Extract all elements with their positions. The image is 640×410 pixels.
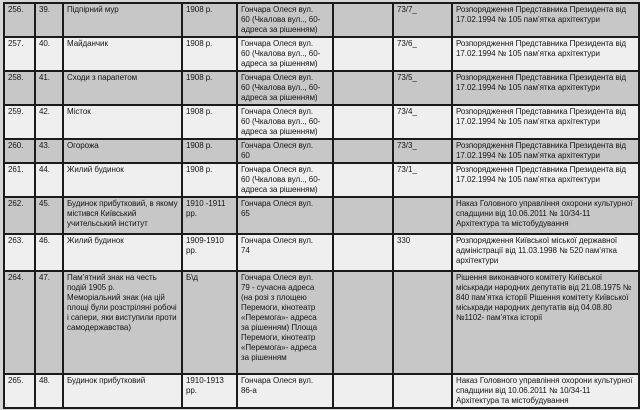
cell-monument-name: Майданчик — [63, 37, 182, 71]
cell-address: Гончара Олеся вул. 60 (Чкалова вул.., 60- адреса за рішенням) — [237, 163, 333, 197]
table-row — [4, 3, 639, 37]
cell-protection-number: 73/4_ — [393, 105, 452, 139]
cell-empty — [333, 105, 393, 139]
table-row — [4, 271, 639, 374]
cell-monument-name: Огорожа — [63, 139, 182, 163]
cell-monument-name: Жилий будинок — [63, 234, 182, 271]
cell-item-number: 47. — [35, 271, 63, 374]
cell-row-number: 259. — [4, 105, 35, 139]
cell-row-number: 258. — [4, 71, 35, 105]
cell-address: Гончара Олеся вул. 60 (Чкалова вул.., 60- адреса за рішенням) — [237, 37, 333, 71]
cell-protection-number: 73/7_ — [393, 3, 452, 37]
cell-monument-name: Сходи з парапетом — [63, 71, 182, 105]
cell-address: Гончара Олеся вул. 60 (Чкалова вул.., 60- адреса за рішенням) — [237, 3, 333, 37]
cell-empty — [333, 37, 393, 71]
cell-legal-basis: Рішення виконавчого комітету Київської міськради народних депутатів від 21.08.1975 № 840 пам’ятка історії Рішення комітету Київської міськради народних депутатів від 04.08.80 №1102- пам’ятка історії — [452, 271, 639, 374]
cell-item-number: 45. — [35, 197, 63, 234]
cell-protection-number: 73/5_ — [393, 71, 452, 105]
table-row — [4, 374, 639, 408]
cell-address: Гончара Олеся вул. 65 — [237, 197, 333, 234]
table-row — [4, 197, 639, 234]
cell-legal-basis: Розпорядження Представника Президента від 17.02.1994 № 105 пам’ятка архітектури — [452, 71, 639, 105]
table-row — [4, 163, 639, 197]
cell-protection-number: 73/6_ — [393, 37, 452, 71]
cell-row-number: 257. — [4, 37, 35, 71]
cell-legal-basis: Розпорядження Представника Президента від 17.02.1994 № 105 пам’ятка архітектури — [452, 37, 639, 71]
cell-empty — [333, 197, 393, 234]
cell-monument-name: Місток — [63, 105, 182, 139]
cell-legal-basis: Розпорядження Представника Президента від 17.02.1994 № 105 пам’ятка архітектури — [452, 163, 639, 197]
cell-legal-basis: Наказ Головного управління охорони культурної спадщини від 10.06.2011 № 10/34-11 Архітектура та містобудування — [452, 374, 639, 408]
cell-protection-number — [393, 271, 452, 374]
monuments-registry-table — [3, 2, 640, 409]
table-row — [4, 71, 639, 105]
cell-row-number: 261. — [4, 163, 35, 197]
cell-address: Гончара Олеся вул. 86-а — [237, 374, 333, 408]
cell-empty — [333, 234, 393, 271]
cell-address: Гончара Олеся вул. 60 — [237, 139, 333, 163]
cell-dating: 1908 р. — [182, 3, 237, 37]
cell-item-number: 46. — [35, 234, 63, 271]
cell-item-number: 39. — [35, 3, 63, 37]
cell-protection-number: 73/3_ — [393, 139, 452, 163]
cell-monument-name: Будинок прибутковий, в якому містився Київський учительський інститут — [63, 197, 182, 234]
cell-legal-basis: Розпорядження Представника Президента від 17.02.1994 № 105 пам’ятка архітектури — [452, 105, 639, 139]
cell-address: Гончара Олеся вул. 79 - сучасна адреса (на розі з площею Перемоги, кінотеатр «Перемога»- адреса за рішенням) Площа Перемоги, кінотеатр «Перемога»- адреса за рішенням — [237, 271, 333, 374]
cell-item-number: 42. — [35, 105, 63, 139]
table-row — [4, 139, 639, 163]
table-row — [4, 105, 639, 139]
cell-empty — [333, 374, 393, 408]
cell-dating: 1908 р. — [182, 37, 237, 71]
cell-dating: 1908 р. — [182, 163, 237, 197]
cell-item-number: 44. — [35, 163, 63, 197]
cell-empty — [333, 163, 393, 197]
cell-item-number: 40. — [35, 37, 63, 71]
table-row — [4, 37, 639, 71]
cell-monument-name: Пам’ятний знак на честь подій 1905 р. Меморіальний знак (на цій площі були розстріляні робочі і сапери, яки виступили проти самодержавства) — [63, 271, 182, 374]
cell-row-number: 265. — [4, 374, 35, 408]
cell-legal-basis: Розпорядження Представника Президента від 17.02.1994 № 105 пам’ятка архітектури — [452, 139, 639, 163]
cell-dating: Б\д — [182, 271, 237, 374]
cell-row-number: 260. — [4, 139, 35, 163]
cell-address: Гончара Олеся вул. 60 (Чкалова вул.., 60- адреса за рішенням) — [237, 105, 333, 139]
cell-item-number: 43. — [35, 139, 63, 163]
cell-empty — [333, 71, 393, 105]
cell-legal-basis: Розпорядження Представника Президента від 17.02.1994 № 105 пам’ятка архітектури — [452, 3, 639, 37]
cell-protection-number — [393, 374, 452, 408]
cell-item-number: 48. — [35, 374, 63, 408]
cell-address: Гончара Олеся вул. 74 — [237, 234, 333, 271]
cell-legal-basis: Розпорядження Київської міської державної адміністрації від 11.03.1998 № 520 пам’ятка архітектури — [452, 234, 639, 271]
cell-row-number: 262. — [4, 197, 35, 234]
cell-dating: 1908 р. — [182, 105, 237, 139]
cell-row-number: 263. — [4, 234, 35, 271]
cell-empty — [333, 3, 393, 37]
cell-item-number: 41. — [35, 71, 63, 105]
cell-monument-name: Будинок прибутковий — [63, 374, 182, 408]
cell-dating: 1909-1910 рр. — [182, 234, 237, 271]
cell-protection-number: 330 — [393, 234, 452, 271]
cell-monument-name: Підпірний мур — [63, 3, 182, 37]
cell-empty — [333, 139, 393, 163]
cell-legal-basis: Наказ Головного управління охорони культурної спадщини від 10.06.2011 № 10/34-11 Архітектура та містобудування — [452, 197, 639, 234]
table-row — [4, 234, 639, 271]
cell-row-number: 256. — [4, 3, 35, 37]
cell-protection-number — [393, 197, 452, 234]
cell-protection-number: 73/1_ — [393, 163, 452, 197]
cell-address: Гончара Олеся вул. 60 (Чкалова вул.., 60- адреса за рішенням) — [237, 71, 333, 105]
cell-monument-name: Жилий будинок — [63, 163, 182, 197]
cell-dating: 1910-1913 рр. — [182, 374, 237, 408]
cell-dating: 1908 р. — [182, 139, 237, 163]
cell-row-number: 264. — [4, 271, 35, 374]
cell-empty — [333, 271, 393, 374]
cell-dating: 1910 -1911 рр. — [182, 197, 237, 234]
cell-dating: 1908 р. — [182, 71, 237, 105]
